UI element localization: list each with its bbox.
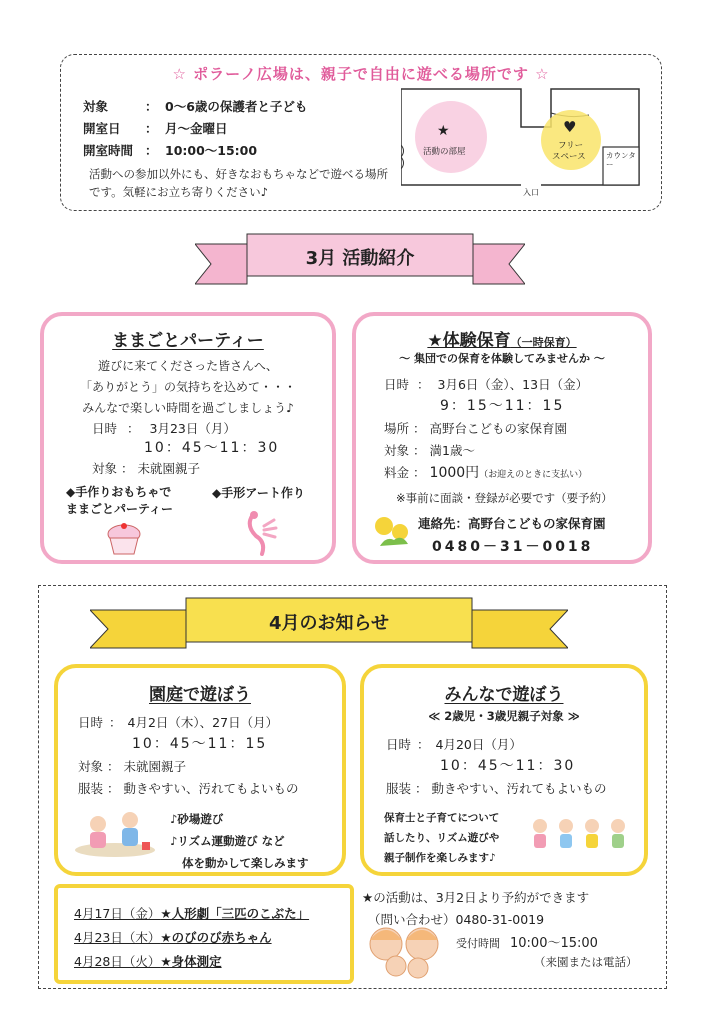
info-note: 活動への参加以外にも、好きなおもちゃなどで遊べる場所です。気軽にお立ち寄りください♪	[89, 167, 388, 199]
garden-play-date: 日時 ： 4月2日（木）、27日（月）	[78, 715, 279, 730]
party-box	[40, 312, 336, 564]
trial-care-box	[352, 312, 652, 564]
party-item1: ◆手作りおもちゃで ままごとパーティー	[66, 485, 174, 516]
inquiry-phone: （問い合わせ）0480-31-0019	[368, 912, 545, 927]
trial-care-phone: 0480－31－0018	[432, 539, 594, 555]
trial-care-contact: 連絡先：高野台こどもの家保育園	[418, 516, 606, 531]
play-together-desc: 保育士と子育てについて 話したり、リズム遊びや 親子制作を楽しみます♪	[384, 812, 500, 864]
info-title: ☆ ポラーノ広場は、親子で自由に遊べる場所です ☆	[172, 65, 550, 83]
trial-care-fee: 料金 ： 1000円（お迎えのときに支払い）	[384, 465, 588, 481]
garden-play-activities: ♪砂場遊び ♪リズム運動遊び など 体を動かして楽しみます	[170, 812, 309, 870]
map-room2-label1: フリー	[558, 141, 584, 151]
dandelion-icon	[370, 512, 414, 548]
play-together-box	[360, 664, 648, 876]
map-room1-label: 活動の部屋	[423, 147, 466, 157]
april-ribbon-title: 4月のお知らせ	[269, 613, 389, 634]
heart-icon: ♥	[563, 118, 577, 136]
garden-play-title: 園庭で遊ぼう	[149, 685, 251, 705]
play-together-clothes: 服装 ： 動きやすい、汚れてもよいもの	[386, 781, 607, 796]
reception-hours: 受付時間 10:00～15:00	[456, 936, 598, 951]
party-intro: 遊びに来てくださった皆さんへ、 「ありがとう」の気持ちを込めて・・・ みんなで楽しい時間を過ごしましょう♪	[79, 359, 296, 415]
party-target: 対象 ： 未就園親子	[92, 461, 201, 476]
garden-play-time: 10：45～11：15	[132, 736, 268, 752]
play-together-date: 日時 ： 4月20日（月）	[386, 737, 522, 752]
cupcake-icon	[102, 522, 146, 556]
reservation-note: ★の活動は、3月2日より予約ができます	[362, 890, 590, 905]
garden-play-target: 対象 ： 未就園親子	[78, 759, 187, 774]
reception-method: （来園または電話）	[534, 955, 638, 969]
trial-care-time: 9：15～11：15	[440, 398, 565, 414]
trial-care-title-wrap	[356, 326, 648, 351]
map-room2-label2: スペース	[552, 152, 586, 162]
dancing-kids-icon	[526, 816, 636, 860]
flamingo-handprint-icon	[240, 508, 280, 556]
star-icon: ★	[437, 123, 450, 139]
garden-play-clothes: 服装 ： 動きやすい、汚れてもよいもの	[78, 781, 299, 796]
event-row: 4月23日（木）★のびのび赤ちゃん	[74, 930, 272, 945]
trial-care-subtitle: ～ 集団での保育を体験してみませんか ～	[399, 352, 605, 365]
map-entrance-label: 入口	[523, 188, 539, 197]
family-icon	[362, 922, 448, 980]
info-row-days: 開室日 ： 月～金曜日	[83, 121, 228, 136]
floor-map	[401, 85, 641, 197]
event-row: 4月28日（火）★身体測定	[74, 954, 222, 969]
play-together-title: みんなで遊ぼう	[444, 685, 564, 705]
trial-care-note: ※事前に面談・登録が必要です（要予約）	[396, 491, 613, 505]
info-row-hours: 開室時間 ： 10:00～15:00	[83, 143, 258, 158]
party-time: 10：45～11：30	[144, 440, 280, 456]
trial-care-place: 場所 ： 高野台こどもの家保育園	[384, 421, 568, 436]
trial-care-date: 日時 ： 3月6日（金）、13日（金）	[384, 377, 589, 392]
trial-care-target: 対象 ： 満1歳～	[384, 443, 475, 458]
april-ribbon	[90, 596, 568, 652]
party-title: ままごとパーティー	[112, 331, 264, 351]
event-row: 4月17日（金）★人形劇「三匹のこぶた」	[74, 906, 310, 921]
events-box	[54, 884, 354, 984]
party-date: 日時 ： 3月23日（月）	[92, 421, 236, 436]
info-row-target: 対象 ： 0～6歳の保護者と子ども	[83, 99, 308, 114]
play-together-subtitle: ≪ 2歳児・3歳児親子対象 ≫	[428, 709, 580, 723]
trial-care-title-small: （一時保育）	[510, 336, 577, 349]
march-ribbon-title: 3月 活動紹介	[305, 248, 415, 269]
map-counter-label: カウンター	[606, 151, 636, 169]
party-item2: ◆手形アート作り	[212, 486, 305, 500]
play-together-time: 10：45～11：30	[440, 758, 576, 774]
info-box	[60, 54, 662, 211]
march-ribbon	[195, 230, 525, 288]
floor-map-drawing	[401, 85, 641, 197]
garden-play-box	[54, 664, 346, 876]
sandbox-kids-icon	[72, 806, 158, 858]
trial-care-title: ★体験保育	[427, 331, 511, 351]
